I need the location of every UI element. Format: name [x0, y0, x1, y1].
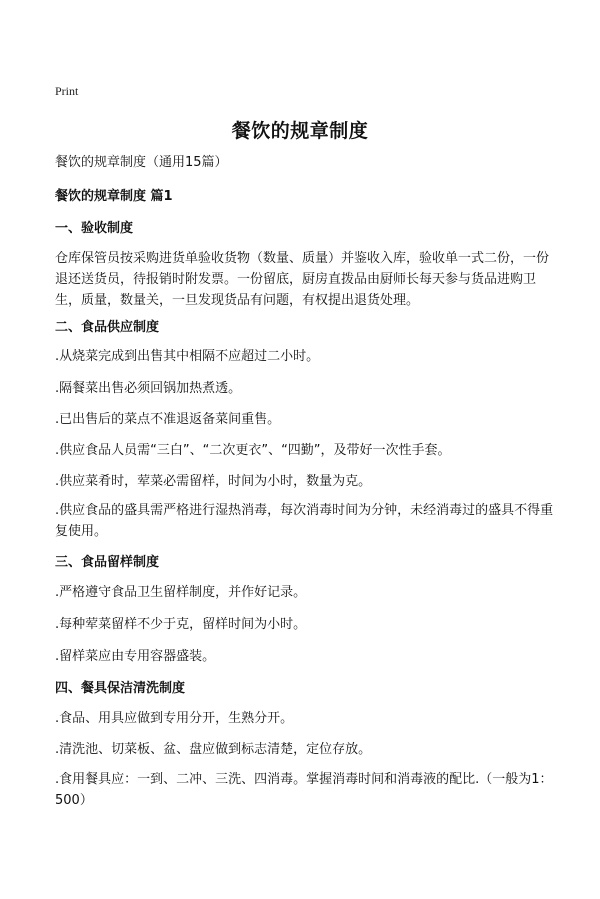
food-supply-item-1: .从烧菜完成到出售其中相隔不应超过二小时。	[55, 349, 320, 364]
food-supply-item-3: .已出售后的菜点不准退返备菜间重售。	[55, 412, 281, 427]
section-heading-sample-retention: 三、食品留样制度	[55, 555, 160, 570]
food-supply-item-4: .供应食品人员需“三白”、“二次更衣”、“四勤”，及带好一次性手套。	[55, 443, 451, 458]
chapter-heading: 餐饮的规章制度 篇1	[55, 189, 173, 204]
sample-retention-item-1: .严格遵守食品卫生留样制度，并作好记录。	[55, 585, 307, 600]
food-supply-item-6: .供应食品的盛具需严格进行湿热消毒，每次消毒时间为分钟，未经消毒过的盛具不得重复使用。	[55, 503, 554, 539]
document-subtitle: 餐饮的规章制度（通用15篇）	[55, 155, 228, 170]
section-heading-food-supply: 二、食品供应制度	[55, 320, 160, 335]
food-supply-item-5: .供应菜肴时，荤菜必需留样，时间为小时，数量为克。	[55, 474, 372, 489]
food-supply-item-2: .隔餐菜出售必须回锅加热煮透。	[55, 381, 242, 396]
section-heading-tableware-cleaning: 四、餐具保洁清洗制度	[55, 681, 186, 696]
page-title: 餐饮的规章制度	[231, 120, 369, 142]
tableware-cleaning-item-3: .食用餐具应：一到、二冲、三洗、四消毒。掌握消毒时间和消毒液的配比.（一般为1：500）	[55, 772, 553, 808]
sample-retention-item-3: .留样菜应由专用容器盛装。	[55, 649, 216, 664]
sample-retention-item-2: .每种荤菜留样不少于克，留样时间为小时。	[55, 617, 307, 632]
print-label: Print	[55, 84, 79, 98]
tableware-cleaning-item-2: .清洗池、切菜板、盆、盘应做到标志清楚，定位存放。	[55, 742, 372, 757]
tableware-cleaning-item-1: .食品、用具应做到专用分开，生熟分开。	[55, 711, 294, 726]
section-heading-acceptance: 一、验收制度	[55, 221, 134, 236]
section-acceptance-paragraph: 仓库保管员按采购进货单验收货物（数量、质量）并鉴收入库，验收单一式二份，一份退还送货员，待报销时附发票。一份留底，厨房直拨品由厨师长每天参与货品进购卫生，质量，数量关，一旦发现货品有问题，有权提出退货处理。	[55, 251, 550, 308]
